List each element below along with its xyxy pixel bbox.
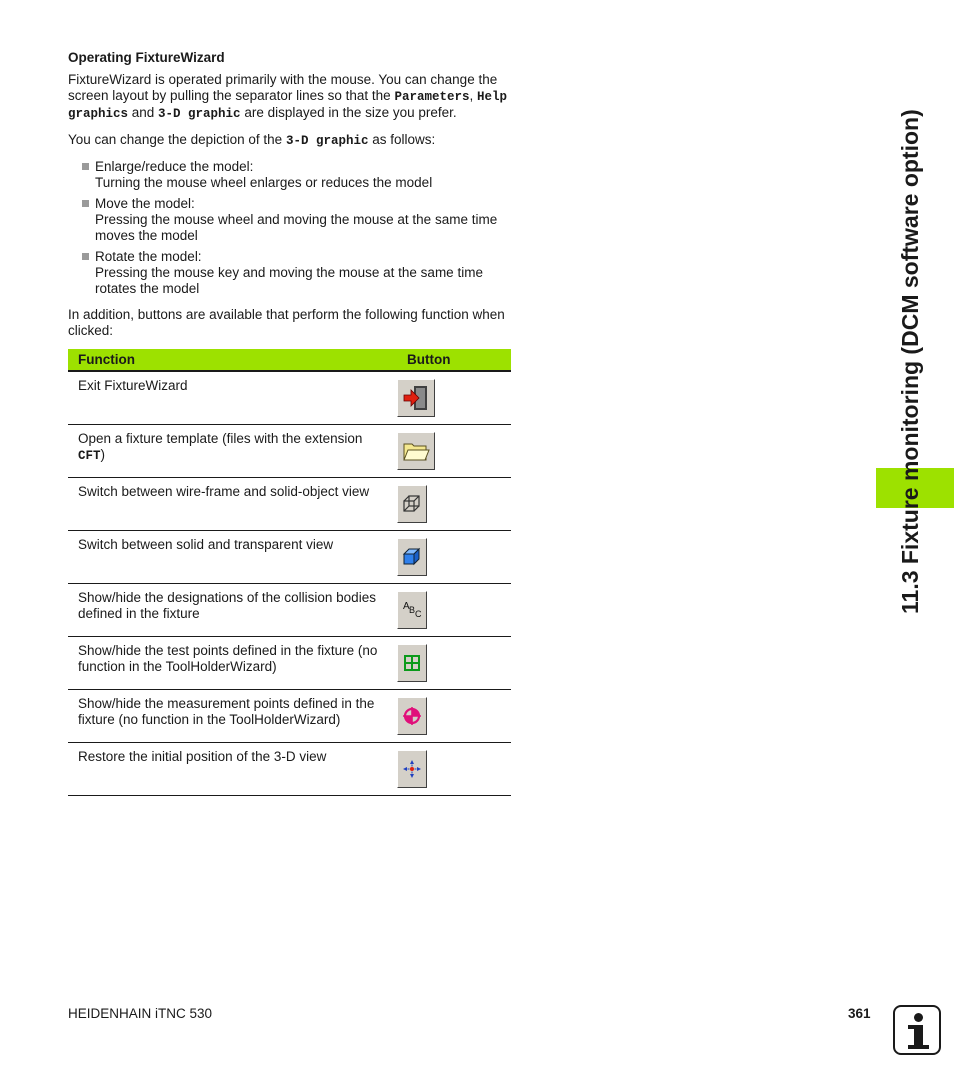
exit-button[interactable] xyxy=(397,379,435,417)
solid-cube-icon xyxy=(401,546,423,568)
table-row xyxy=(68,371,511,424)
list-item: Enlarge/reduce the model: Turning the mouse wheel enlarges or reduces the model xyxy=(82,159,513,191)
footer-product: HEIDENHAIN iTNC 530 xyxy=(68,1006,213,1021)
wireframe-toggle-button[interactable] xyxy=(397,485,427,523)
measurement-points-icon xyxy=(401,705,423,727)
code-parameters: Parameters xyxy=(394,90,470,104)
table-row xyxy=(68,424,511,477)
depiction-paragraph: You can change the depiction of the 3-D graphic as follows: xyxy=(68,132,436,148)
header-function: Function xyxy=(68,349,397,371)
buttons-intro-paragraph: In addition, buttons are available that perform the following function when clicked: xyxy=(68,307,505,338)
function-cell: Show/hide the measurement points defined in the fixture (no function in the ToolHolderWizard) xyxy=(68,689,397,742)
list-item: Move the model: Pressing the mouse wheel and moving the mouse at the same time moves the model xyxy=(82,196,513,244)
wireframe-cube-icon xyxy=(401,493,423,515)
header-button: Button xyxy=(397,349,511,371)
function-cell: Show/hide the test points defined in the fixture (no function in the ToolHolderWizard) xyxy=(68,636,397,689)
table-row xyxy=(68,477,511,530)
table-row xyxy=(68,583,511,636)
function-cell: Exit FixtureWizard xyxy=(68,371,397,424)
depiction-list xyxy=(68,159,513,297)
square-bullet-icon xyxy=(82,163,89,170)
code-3d-graphic: 3-D graphic xyxy=(158,107,241,121)
table-row xyxy=(68,689,511,742)
transparency-toggle-button[interactable] xyxy=(397,538,427,576)
function-cell: Restore the initial position of the 3-D view xyxy=(68,742,397,795)
code-help-graphics: Help graphics xyxy=(68,90,507,121)
function-cell: Switch between wire-frame and solid-object view xyxy=(68,477,397,530)
chapter-side-title: 11.3 Fixture monitoring (DCM software option) xyxy=(897,109,923,614)
table-row xyxy=(68,636,511,689)
function-button-table xyxy=(68,349,511,796)
main-content xyxy=(68,50,513,796)
section-heading: Operating FixtureWizard xyxy=(68,50,225,65)
table-row xyxy=(68,530,511,583)
svg-text:C: C xyxy=(415,608,422,619)
folder-open-icon xyxy=(402,440,430,462)
code-3d-graphic: 3-D graphic xyxy=(285,134,369,148)
designations-toggle-button[interactable] xyxy=(397,591,427,629)
function-cell: Open a fixture template (files with the extension CFT) xyxy=(68,424,397,477)
measurement-points-toggle-button[interactable] xyxy=(397,697,427,735)
svg-text:B: B xyxy=(409,604,416,615)
square-bullet-icon xyxy=(82,200,89,207)
list-item: Rotate the model: Pressing the mouse key and moving the mouse at the same time rotates the model xyxy=(82,249,513,297)
reset-view-button[interactable] xyxy=(397,750,427,788)
test-points-icon xyxy=(401,652,423,674)
function-cell: Show/hide the designations of the collision bodies defined in the fixture xyxy=(68,583,397,636)
function-cell: Switch between solid and transparent view xyxy=(68,530,397,583)
svg-text:A: A xyxy=(403,600,410,612)
info-icon xyxy=(893,1005,941,1055)
square-bullet-icon xyxy=(82,253,89,260)
intro-paragraph: FixtureWizard is operated primarily with the mouse. You can change the screen layout by pulling the separator lines so that the Parameters, Help graphics and 3-D graphic are displayed in the size you prefer. xyxy=(68,72,507,121)
exit-icon xyxy=(401,383,431,413)
page-number: 361 xyxy=(848,1006,871,1021)
abc-labels-icon xyxy=(401,599,423,621)
open-template-button[interactable] xyxy=(397,432,435,470)
code-cft: CFT xyxy=(78,448,101,463)
table-row xyxy=(68,742,511,795)
test-points-toggle-button[interactable] xyxy=(397,644,427,682)
reset-view-icon xyxy=(401,758,423,780)
